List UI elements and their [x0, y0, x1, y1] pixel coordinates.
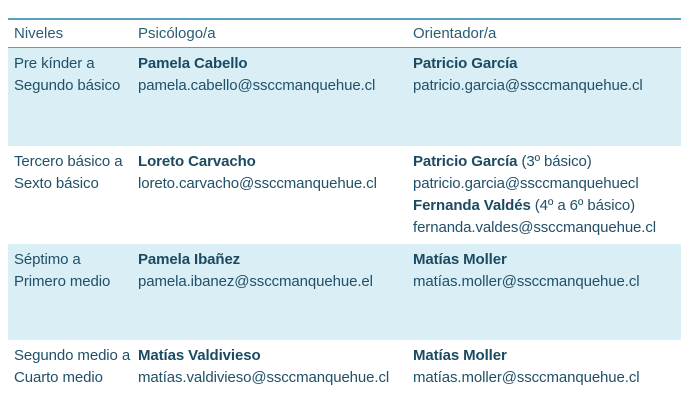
nivel-cell: [8, 151, 132, 244]
header-psicologo: Psicólogo/a: [138, 25, 216, 42]
nivel-cell: [8, 345, 132, 405]
psicologo-email[interactable]: pamela.cabello@ssccmanquehue.cl: [138, 77, 376, 94]
orientador-email[interactable]: fernanda.valdes@ssccmanquehue.cl: [413, 219, 657, 236]
orientador-cell: [407, 345, 681, 405]
orientador-name: Matías Moller: [413, 251, 507, 268]
table-row: [8, 48, 681, 146]
psicologo-name: Pamela Ibañez: [138, 251, 241, 268]
orientador-email[interactable]: patricio.garcia@ssccmanquehuecl: [413, 175, 639, 192]
psicologo-cell: [132, 249, 407, 340]
orientador-email[interactable]: matías.moller@ssccmanquehue.cl: [413, 273, 640, 290]
nivel-line: Séptimo a: [14, 251, 81, 268]
nivel-line: Primero medio: [14, 273, 111, 290]
orientador-line: [413, 195, 681, 217]
orientador-line: [413, 151, 681, 173]
psicologo-cell: [132, 345, 407, 405]
psicologo-name: Loreto Carvacho: [138, 153, 256, 170]
header-orientador: Orientador/a: [413, 25, 497, 42]
header-niveles: Niveles: [14, 25, 64, 42]
psicologo-cell: [132, 151, 407, 244]
orientador-cell: [407, 151, 681, 244]
table-row: [8, 146, 681, 244]
nivel-line: Segundo básico: [14, 77, 121, 94]
orientador-name: Patricio García: [413, 55, 518, 72]
orientador-name: Fernanda Valdés: [413, 197, 531, 214]
psicologo-email[interactable]: pamela.ibanez@ssccmanquehue.el: [138, 273, 373, 290]
orientador-cell: [407, 249, 681, 340]
orientador-email[interactable]: patricio.garcia@ssccmanquehue.cl: [413, 77, 643, 94]
orientador-email[interactable]: matías.moller@ssccmanquehue.cl: [413, 369, 640, 386]
orientador-note: (4º a 6º básico): [530, 197, 636, 214]
psicologo-name: Matías Valdivieso: [138, 347, 261, 364]
contacts-table: [8, 18, 681, 405]
orientador-note: (3º básico): [517, 153, 592, 170]
table-header: [8, 20, 681, 48]
nivel-line: Sexto básico: [14, 175, 99, 192]
psicologo-email[interactable]: matías.valdivieso@ssccmanquehue.cl: [138, 369, 390, 386]
nivel-line: Cuarto medio: [14, 369, 103, 386]
psicologo-email[interactable]: loreto.carvacho@ssccmanquehue.cl: [138, 175, 377, 192]
orientador-cell: [407, 53, 681, 146]
psicologo-name: Pamela Cabello: [138, 55, 248, 72]
nivel-cell: [8, 249, 132, 340]
nivel-cell: [8, 53, 132, 146]
table-row: [8, 244, 681, 340]
orientador-name: Matías Moller: [413, 347, 507, 364]
orientador-name: Patricio García: [413, 153, 518, 170]
psicologo-cell: [132, 53, 407, 146]
nivel-line: Segundo medio a: [14, 347, 131, 364]
table-row: [8, 340, 681, 405]
nivel-line: Pre kínder a: [14, 55, 95, 72]
nivel-line: Tercero básico a: [14, 153, 123, 170]
